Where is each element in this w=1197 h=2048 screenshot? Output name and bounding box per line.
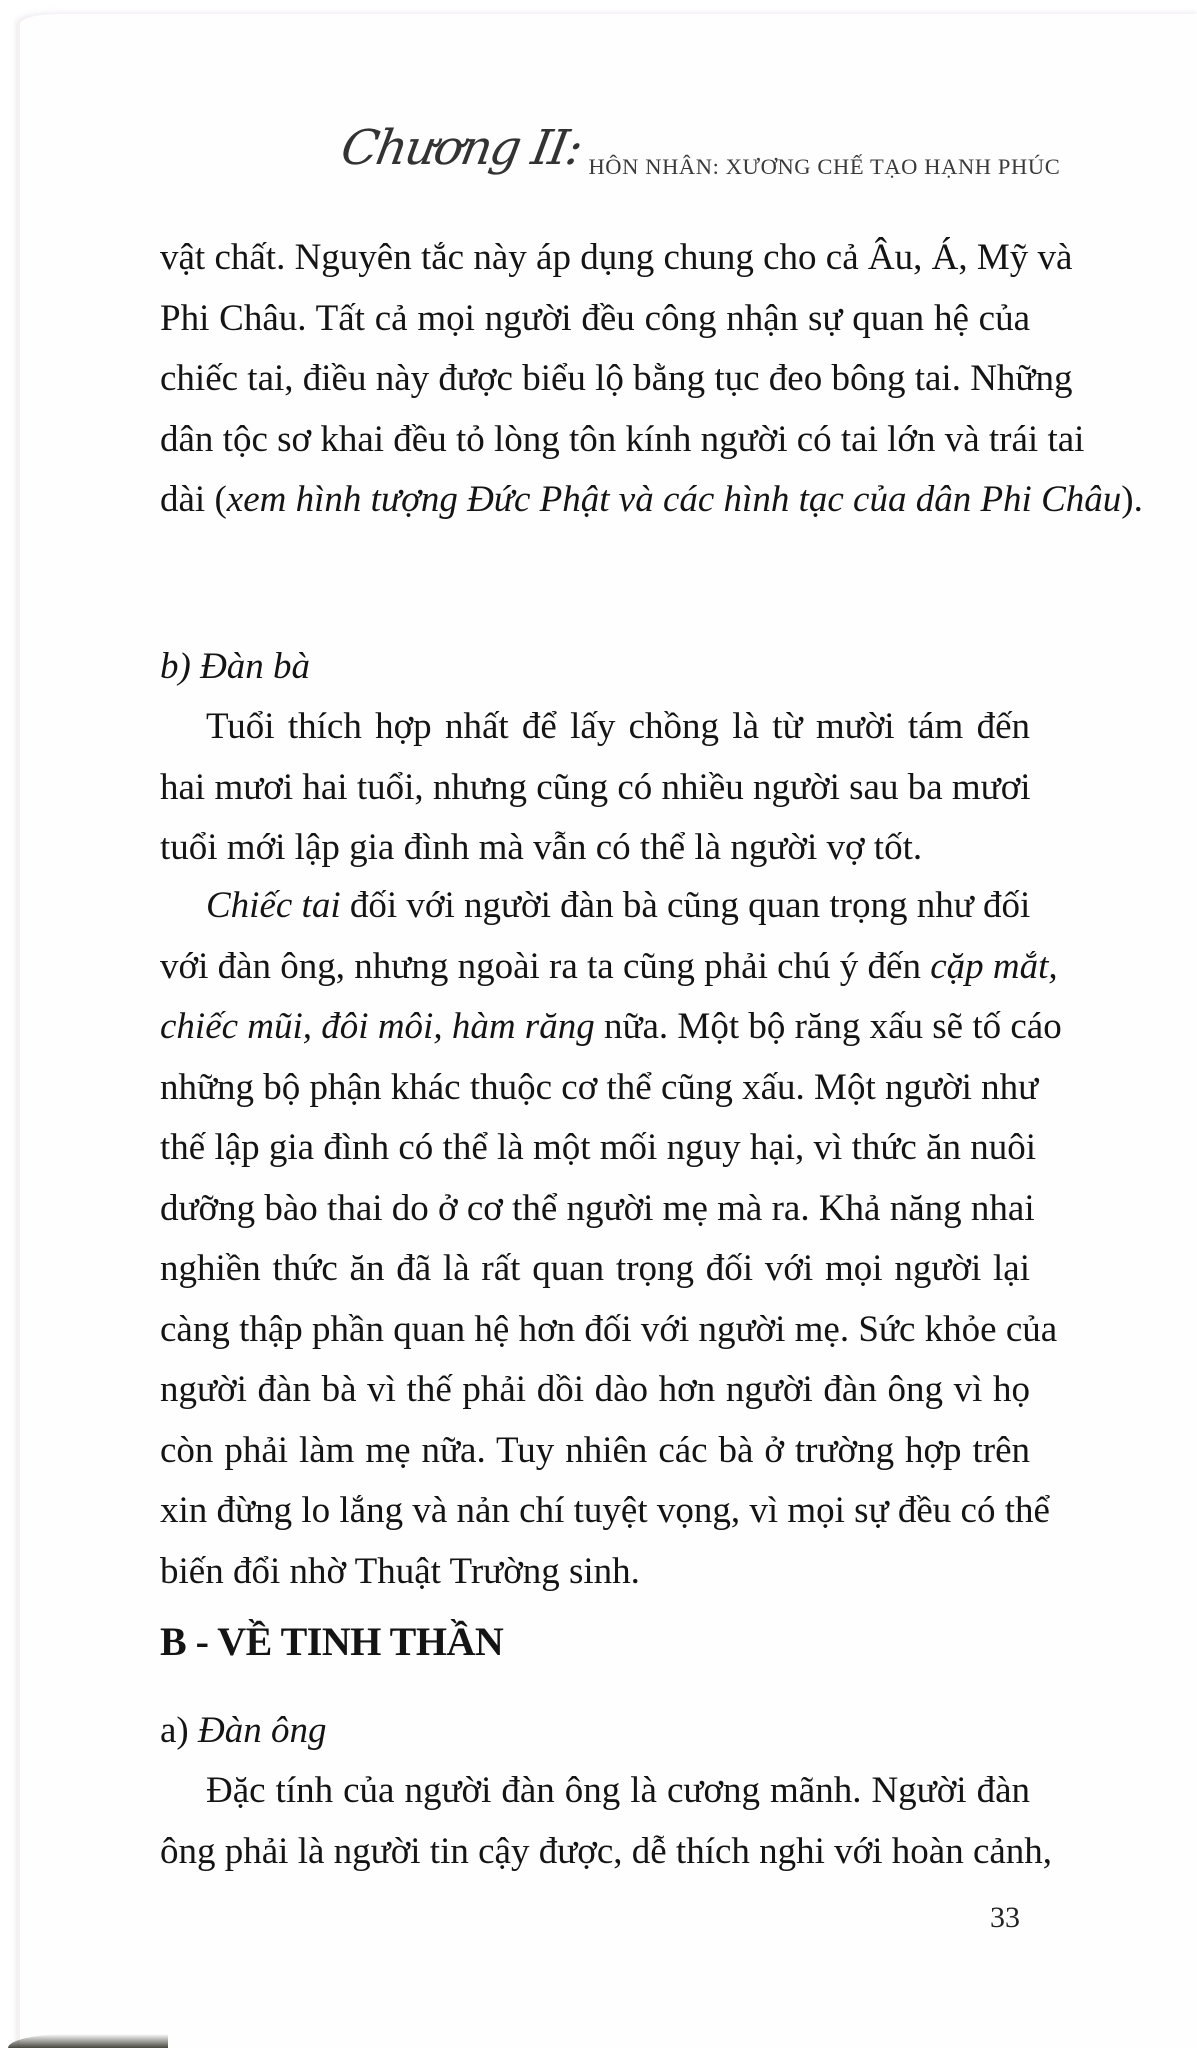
text-line: biến đổi nhờ Thuật Trường sinh. xyxy=(160,1550,640,1592)
text-line: chiếc tai, điều này được biểu lộ bằng tục đeo bông tai. Những xyxy=(160,358,1073,399)
subsection-b-label: b) Đàn bà xyxy=(160,646,311,687)
italic-term: Chiếc tai xyxy=(206,885,341,926)
italic-term: cặp mắt, xyxy=(930,945,1058,987)
text-run: dài ( xyxy=(160,479,227,520)
page-number: 33 xyxy=(990,1901,1020,1934)
text-run: nữa. Một bộ răng xấu sẽ tố cáo xyxy=(594,1006,1062,1047)
text-line xyxy=(160,876,1030,937)
text-line: nghiền thức ăn đã là rất quan trọng đối với mọi người lại xyxy=(160,1248,1030,1289)
text-run: với đàn ông, nhưng ngoài ra ta cũng phải chú ý đến xyxy=(160,945,931,987)
text-line xyxy=(160,470,1143,531)
text-line: Tuổi thích hợp nhất để lấy chồng là từ mười tám đến xyxy=(206,706,1030,747)
section-heading: B - VỀ TINH THẦN xyxy=(160,1619,504,1664)
text-line: những bộ phận khác thuộc cơ thể cũng xấu. Một người như xyxy=(160,1066,1039,1108)
text-line: dưỡng bào thai do ở cơ thể người mẹ mà ra. Khả năng nhai xyxy=(160,1187,1035,1229)
running-header xyxy=(337,120,1061,214)
text-line: thế lập gia đình có thể là một mối nguy hại, vì thức ăn nuôi xyxy=(160,1127,1037,1168)
page-edge-shadow xyxy=(8,2034,168,2048)
chapter-title: HÔN NHÂN: XƯƠNG CHẾ TẠO HẠNH PHÚC xyxy=(588,154,1061,179)
paragraph-2 xyxy=(160,697,1030,879)
text-line: Phi Châu. Tất cả mọi người đều công nhận sự quan hệ của xyxy=(160,297,1030,339)
text-line: dân tộc sơ khai đều tỏ lòng tôn kính người có tai lớn và trái tai xyxy=(160,418,1085,460)
subsection-b xyxy=(160,637,1030,698)
paragraph-3 xyxy=(160,876,1062,1602)
paragraph-4 xyxy=(160,1761,1053,1882)
text-line: còn phải làm mẹ nữa. Tuy nhiên các bà ở trường hợp trên xyxy=(160,1429,1030,1471)
text-line: tuổi mới lập gia đình mà vẫn có thể là người vợ tốt. xyxy=(160,827,923,868)
italic-reference: xem hình tượng Đức Phật và các hình tạc của dân Phi Châu xyxy=(226,479,1122,520)
subsection-a-heading xyxy=(160,1701,1030,1762)
text-line: hai mươi hai tuổi, nhưng cũng có nhiều người sau ba mươi xyxy=(160,766,1031,808)
text-run: đối với người đàn bà cũng quan trọng như đối xyxy=(340,885,1031,926)
paragraph-1 xyxy=(160,228,1143,531)
text-line: vật chất. Nguyên tắc này áp dụng chung cho cả Âu, Á, Mỹ và xyxy=(160,237,1073,278)
text-line: ông phải là người tin cậy được, dễ thích nghi với hoàn cảnh, xyxy=(160,1830,1053,1872)
text-line xyxy=(160,937,1058,998)
text-line: càng thập phần quan hệ hơn đối với người mẹ. Sức khỏe của xyxy=(160,1308,1058,1350)
italic-term: chiếc mũi, đôi môi, hàm răng xyxy=(160,1006,595,1047)
subsection-a-prefix: a) xyxy=(160,1710,189,1751)
section-b xyxy=(160,1612,1030,1673)
text-line: Đặc tính của người đàn ông là cương mãnh. Người đàn xyxy=(206,1770,1030,1811)
text-line: xin đừng lo lắng và nản chí tuyệt vọng, vì mọi sự đều có thể xyxy=(160,1490,1050,1531)
subsection-a-label: Đàn ông xyxy=(188,1710,327,1751)
text-line xyxy=(160,997,1062,1058)
subsection-a xyxy=(160,1701,1030,1762)
chapter-label: Chương II: xyxy=(337,120,586,176)
text-line: người đàn bà vì thế phải dồi dào hơn người đàn ông vì họ xyxy=(160,1369,1030,1410)
text-run: ). xyxy=(1121,479,1143,520)
